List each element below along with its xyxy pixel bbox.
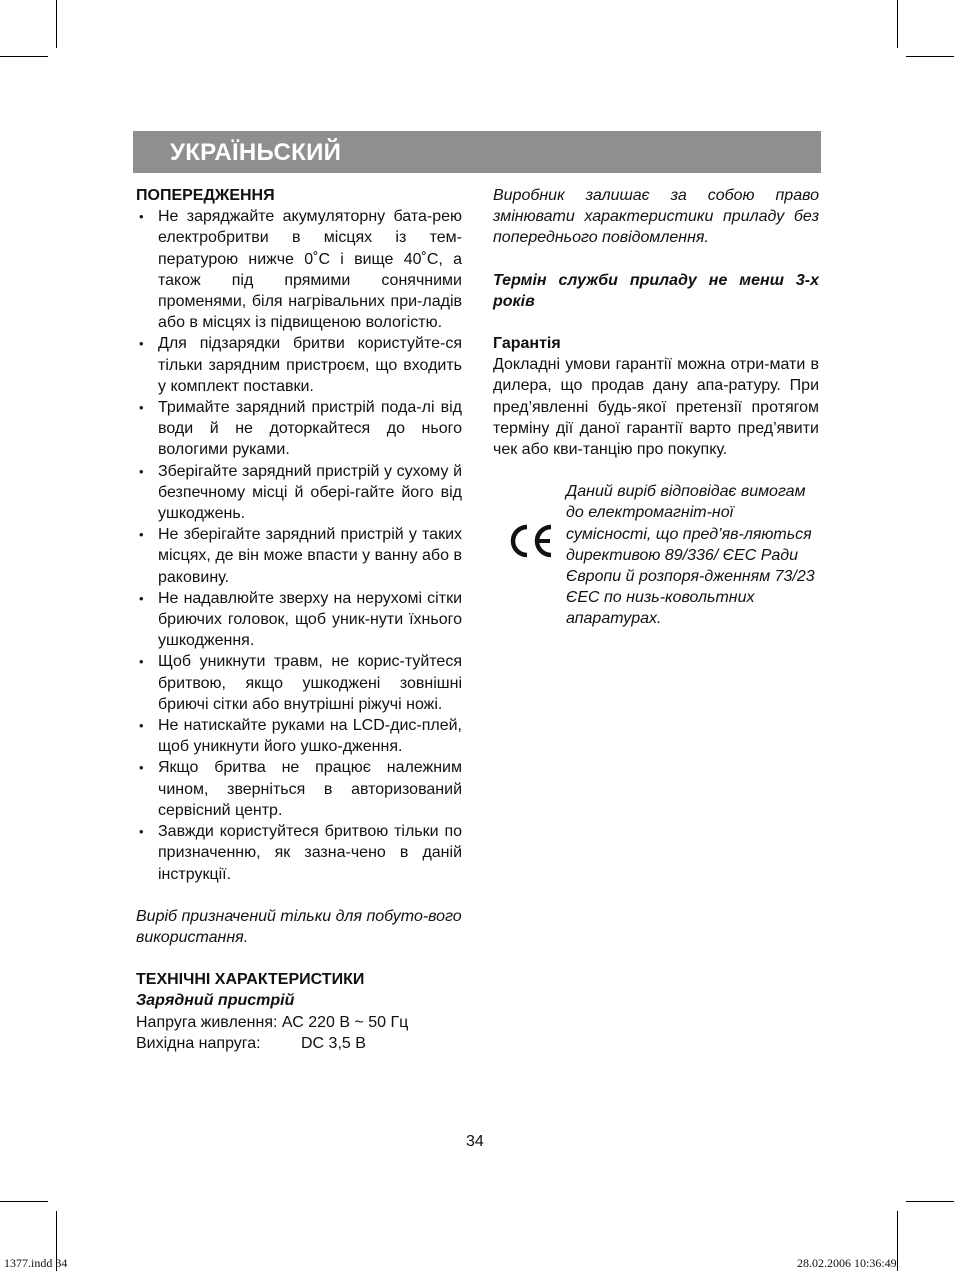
- ce-compliance-block: [493, 481, 819, 631]
- crop-mark: [897, 0, 898, 48]
- warning-item: • Зберігайте зарядний пристрій у сухому й безпечному місці й обері-гайте його від ушкоджень.: [136, 461, 462, 525]
- warnings-heading: ПОПЕРЕДЖЕННЯ: [136, 187, 275, 204]
- crop-mark: [0, 1201, 48, 1202]
- page-number: 34: [466, 1133, 484, 1150]
- service-life-note: Термін служби приладу не менш 3-х років: [493, 271, 819, 310]
- crop-mark: [897, 1211, 898, 1271]
- warning-item: • Не натискайте руками на LCD-дис-плей, щоб уникнути його ушко-дження.: [136, 715, 462, 757]
- warning-item: • Якщо бритва не працює належним чином, зверніться в авторизований сервісний центр.: [136, 757, 462, 821]
- spec-label: Вихідна напруга:: [136, 1034, 261, 1052]
- spec-value: DC 3,5 В: [301, 1034, 366, 1052]
- crop-mark: [56, 0, 57, 48]
- warnings-list: [136, 206, 462, 885]
- warning-item: • Щоб уникнути травм, не корис-туйтеся бритвою, якщо ушкоджені зовнішні бриючі сітки або внутрішні ріжучі ножі.: [136, 651, 462, 715]
- crop-mark: [0, 56, 48, 57]
- left-column: [136, 185, 462, 1054]
- manufacturer-note: Виробник залишає за собою право змінювати характеристики приладу без попереднього повідомлення.: [493, 187, 819, 247]
- right-column: [493, 185, 819, 631]
- spec-label: Напруга живлення: АС 220 В ~ 50 Гц: [136, 1013, 409, 1031]
- ce-compliance-text: Даний виріб відповідає вимогам до електромагніт-ної сумісності, що пред’яв-ляються директивою 89/336/ ЄЕС Ради Європи й розпоря-дженням 73/23 ЄЕС по низь-ковольтних апаратурах.: [566, 483, 815, 628]
- spec-row: [136, 1012, 462, 1033]
- warning-item: • Тримайте зарядний пристрій пода-лі від води й не доторкайтеся до нього вологими руками.: [136, 397, 462, 461]
- print-slug-date: 28.02.2006 10:36:49: [797, 1256, 897, 1270]
- household-note: Виріб призначений тільки для побуто-вого використання.: [136, 907, 462, 946]
- specs-heading: ТЕХНІЧНІ ХАРАКТЕРИСТИКИ: [136, 971, 365, 989]
- crop-mark: [906, 56, 954, 57]
- spec-row: [136, 1033, 462, 1054]
- warning-item: • Не заряджайте акумуляторну бата-рею електробритви в місцях із тем-пературою нижче 0˚С і вище 40˚С, а також під прямими сонячними променями, біля нагрівальних при-ладів або в місцях із підвищеною вологістю.: [136, 206, 462, 333]
- charger-heading: Зарядний пристрій: [136, 992, 295, 1010]
- ce-mark-icon: [505, 521, 555, 561]
- warning-item: • Не зберігайте зарядний пристрій у таких місцях, де він може впасти у ванну або в раковину.: [136, 524, 462, 588]
- print-slug-file: 1377.indd 34: [4, 1256, 68, 1270]
- crop-mark: [906, 1201, 954, 1202]
- warning-item: • Для підзарядки бритви користуйте-ся тільки зарядним пристроєм, що входить у комплект поставки.: [136, 333, 462, 397]
- warning-item: • Завжди користуйтеся бритвою тільки по призначенню, як зазна-чено в даній інструкції.: [136, 821, 462, 885]
- language-banner: [133, 131, 821, 173]
- warranty-heading: Гарантія: [493, 335, 561, 353]
- warning-item: • Не надавлюйте зверху на нерухомі сітки бриючих головок, щоб уник-нути їхнього ушкодження.: [136, 588, 462, 652]
- language-title: УКРАЇНЬСКИЙ: [170, 139, 342, 166]
- warranty-text: Докладні умови гарантії можна отри-мати в дилера, що продав дану апа-ратуру. При пред’явленні будь-якої претензії протягом терміну дії даної гарантії варто пред’явити чек або кви-танцію про покупку.: [493, 356, 819, 459]
